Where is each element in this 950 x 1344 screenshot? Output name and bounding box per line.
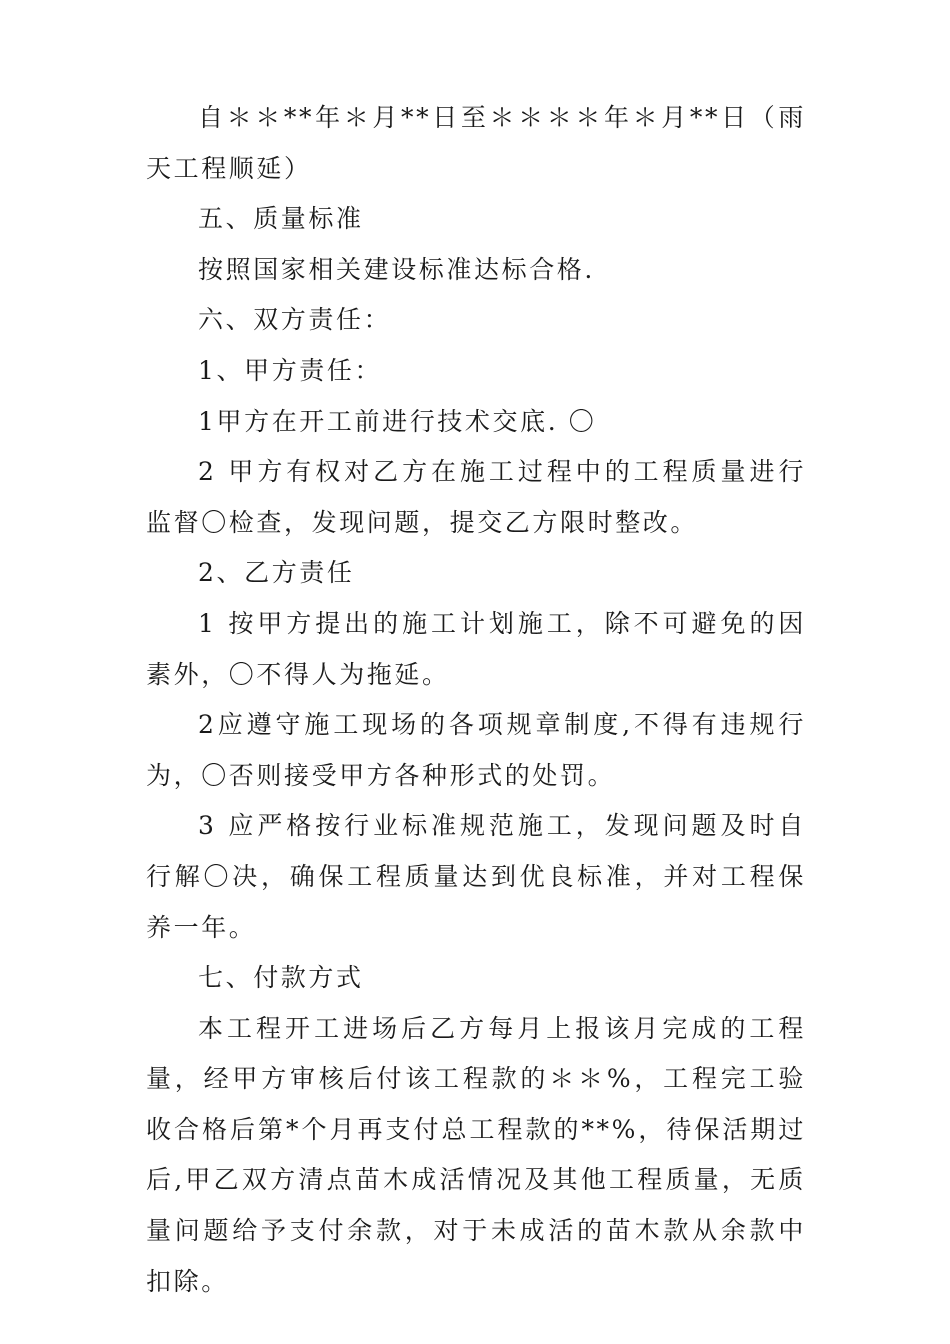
subheading-party-a: 1、甲方责任： bbox=[198, 355, 383, 385]
subheading-party-b: 2、乙方责任 bbox=[198, 558, 355, 588]
paragraph-payment: 本工程开工进场后乙方每月上报该月完成的工程量，经甲方审核后付该工程款的＊＊%，工程完工验收合格后第*个月再支付总工程款的**%，待保活期过后,甲乙双方清点苗木成活情况及其他工程质量，无质量问题给予支付余款，对于未成活的苗木款从余款中扣除。 bbox=[146, 1013, 806, 1296]
item-party-b-2: 2应遵守施工现场的各项规章制度,不得有违规行为，〇否则接受甲方各种形式的处罚。 bbox=[146, 710, 806, 790]
item-party-b-3: 3 应严格按行业标准规范施工，发现问题及时自行解〇决，确保工程质量达到优良标准，并对工程保养一年。 bbox=[146, 811, 806, 942]
paragraph-quality-standard: 按照国家相关建设标准达标合格. bbox=[198, 254, 595, 284]
document-body bbox=[146, 93, 806, 1307]
item-party-a-2: 2 甲方有权对乙方在施工过程中的工程质量进行监督〇检查，发现问题，提交乙方限时整改。 bbox=[146, 457, 806, 537]
item-party-a-1: 1甲方在开工前进行技术交底. 〇 bbox=[198, 406, 597, 436]
heading-payment: 七、付款方式 bbox=[198, 963, 364, 993]
paragraph-construction-period: 自＊＊**年＊月**日至＊＊＊＊年＊月**日（雨天工程顺延） bbox=[146, 103, 806, 183]
item-party-b-1: 1 按甲方提出的施工计划施工，除不可避免的因素外，〇不得人为拖延。 bbox=[146, 608, 806, 689]
heading-quality-standard: 五、质量标准 bbox=[198, 204, 364, 234]
heading-responsibilities: 六、双方责任： bbox=[198, 305, 392, 335]
